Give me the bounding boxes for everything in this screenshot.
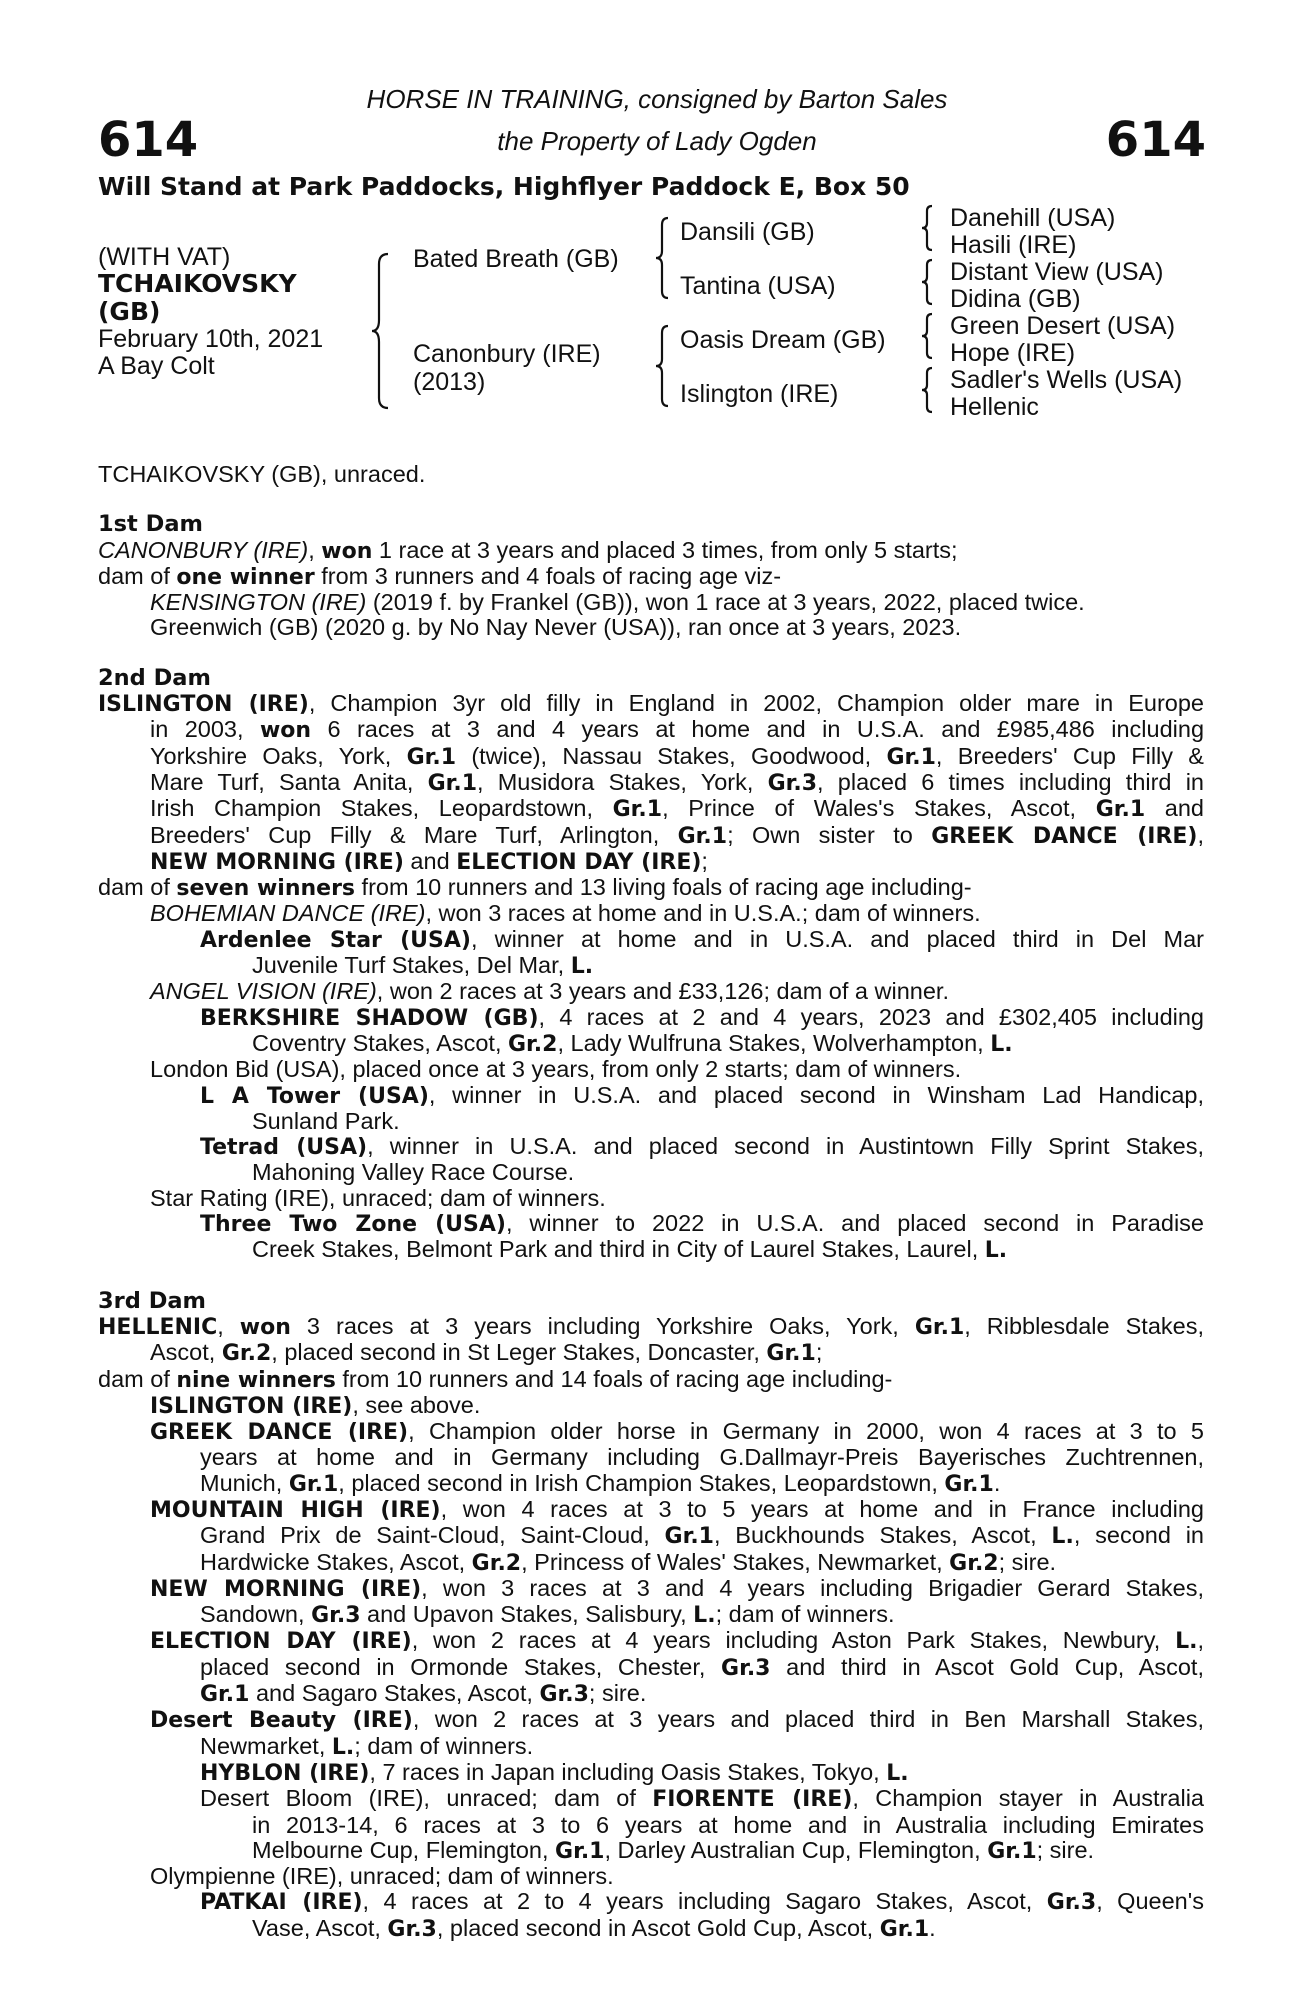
- text-run: Tetrad (USA): [200, 1135, 368, 1161]
- text-run: ; sire.: [588, 1680, 647, 1707]
- text-run: Gr.3: [387, 1916, 437, 1942]
- text-run: (twice), Nassau Stakes, Goodwood,: [456, 742, 887, 769]
- sire: Bated Breath (GB): [413, 245, 619, 273]
- record-line: [98, 1109, 1204, 1134]
- text-run: , placed second in Ascot Gold Cup, Ascot,: [436, 1914, 880, 1941]
- text-run: Yorkshire Oaks, York,: [150, 742, 407, 769]
- text-run: , won 2 races at 3 years and placed third in Ben Marshall Stakes,: [412, 1706, 1204, 1733]
- text-run: NEW MORNING (IRE): [150, 849, 404, 875]
- dam: Canonbury (IRE): [413, 340, 601, 368]
- section-heading: 3rd Dam: [98, 1287, 206, 1314]
- ggp-2: Hasili (IRE): [950, 231, 1077, 259]
- record-line: [98, 1655, 1204, 1681]
- text-run: , Princess of Wales' Stakes, Newmarket,: [521, 1548, 950, 1575]
- record-line: [98, 849, 1204, 875]
- text-run: from 10 runners and 14 foals of racing age including-: [335, 1365, 893, 1392]
- record-line: [98, 901, 1204, 926]
- text-run: Ardenlee Star (USA): [200, 927, 471, 953]
- text-run: ISLINGTON (IRE): [150, 1393, 353, 1419]
- text-run: Star Rating (IRE), unraced; dam of winners.: [150, 1184, 606, 1211]
- horse-description: A Bay Colt: [98, 352, 215, 380]
- record-line: [98, 1211, 1204, 1237]
- text-run: , see above.: [352, 1391, 481, 1418]
- text-run: , second in: [1073, 1522, 1204, 1549]
- record-line: [98, 1083, 1204, 1109]
- text-run: Newmarket,: [200, 1732, 332, 1759]
- text-run: L.: [1175, 1629, 1198, 1655]
- text-run: Gr.1: [1095, 797, 1146, 823]
- record-line: [98, 564, 1204, 590]
- pedigree-brace: [922, 368, 936, 412]
- ggp-7: Sadler's Wells (USA): [950, 366, 1183, 394]
- text-run: , winner in U.S.A. and placed second in Winsham Lad Handicap,: [428, 1081, 1205, 1108]
- record-line: [98, 1057, 1204, 1082]
- record-line: [98, 1916, 1204, 1942]
- section-heading: 2nd Dam: [98, 664, 211, 691]
- text-run: , won 4 races at 3 to 5 years at home and in France including: [440, 1495, 1204, 1522]
- record-line: [98, 770, 1204, 796]
- text-run: placed second in Ormonde Stakes, Chester,: [200, 1653, 722, 1680]
- text-run: one winner: [176, 564, 315, 590]
- text-run: L.: [570, 954, 594, 980]
- text-run: Gr.1: [406, 744, 457, 770]
- text-run: Juvenile Turf Stakes, Del Mar,: [252, 952, 571, 979]
- pedigree-brace: [922, 206, 936, 250]
- text-run: KENSINGTON (IRE): [150, 589, 367, 616]
- text-run: (2019 f. by Frankel (GB)), won 1 race at 3 years, 2022, placed twice.: [366, 589, 1085, 616]
- text-run: , won 2 races at 4 years including Aston Park Stakes, Newbury,: [411, 1627, 1176, 1654]
- record-line: [98, 1734, 1204, 1760]
- text-run: Olympienne (IRE), unraced; dam of winners.: [150, 1863, 614, 1890]
- record-line: [98, 1550, 1204, 1576]
- pedigree-brace: [922, 314, 936, 358]
- horse-name-country: (GB): [98, 297, 161, 326]
- text-run: Coventry Stakes, Ascot,: [252, 1029, 508, 1056]
- text-run: Gr.1: [612, 797, 663, 823]
- record-line: [98, 691, 1204, 717]
- text-run: and: [1145, 795, 1204, 822]
- pedigree-brace: [656, 218, 672, 298]
- text-run: Vase, Ascot,: [252, 1914, 388, 1941]
- text-run: ELECTION DAY (IRE): [456, 849, 702, 875]
- text-run: 3 races at 3 years including Yorkshire Oaks, York,: [290, 1312, 915, 1339]
- record-line: [98, 1419, 1204, 1445]
- record-line: [98, 875, 1204, 901]
- record-line: [98, 1576, 1204, 1602]
- text-run: ,: [308, 536, 322, 563]
- record-line: [98, 1864, 1204, 1889]
- text-run: from 3 runners and 4 foals of racing age viz-: [314, 562, 782, 589]
- text-run: , won 3 races at 3 and 4 years including Brigadier Gerard Stakes,: [421, 1574, 1204, 1601]
- pedigree-brace: [656, 326, 672, 406]
- text-run: L.: [886, 1760, 909, 1786]
- text-run: won: [321, 538, 373, 564]
- record-line: [98, 1367, 1204, 1393]
- text-run: ; Own sister to: [727, 821, 932, 848]
- text-run: Gr.2: [221, 1341, 272, 1367]
- text-run: Hardwicke Stakes, Ascot,: [200, 1548, 472, 1575]
- text-run: ,: [1197, 821, 1205, 848]
- text-run: ANGEL VISION (IRE): [150, 978, 377, 1005]
- text-run: , Prince of Wales's Stakes, Ascot,: [662, 795, 1096, 822]
- text-run: ,: [217, 1312, 240, 1339]
- text-run: BOHEMIAN DANCE (IRE): [150, 900, 426, 927]
- text-run: , 4 races at 2 to 4 years including Sagaro Stakes, Ascot,: [362, 1888, 1047, 1915]
- stand-location: Will Stand at Park Paddocks, Highflyer Paddock E, Box 50: [98, 172, 910, 201]
- text-run: Gr.3: [311, 1603, 361, 1629]
- text-run: L.: [1051, 1524, 1074, 1550]
- text-run: from 10 runners and 13 living foals of racing age including-: [355, 874, 972, 901]
- dam-dam: Islington (IRE): [680, 380, 839, 408]
- text-run: in 2013-14, 6 races at 3 to 6 years at home and in Australia including Emirates: [252, 1811, 1204, 1838]
- text-run: , Lady Wulfruna Stakes, Wolverhampton,: [557, 1029, 991, 1056]
- text-run: Munich,: [200, 1469, 289, 1496]
- catalogue-body: [98, 462, 1204, 1942]
- record-line: [98, 744, 1204, 770]
- text-run: Irish Champion Stakes, Leopardstown,: [150, 795, 613, 822]
- dam-sire: Oasis Dream (GB): [680, 326, 886, 354]
- text-run: Gr.1: [427, 770, 477, 796]
- vat-note: (WITH VAT): [98, 243, 231, 271]
- text-run: , winner at home and in U.S.A. and placed third in Del Mar: [470, 925, 1204, 952]
- text-run: Gr.3: [767, 770, 818, 796]
- record-line: [98, 1393, 1204, 1419]
- record-line: [98, 1681, 1204, 1707]
- text-run: , Champion older horse in Germany in 2000, won 4 races at 3 to 5: [408, 1418, 1204, 1445]
- text-run: PATKAI (IRE): [200, 1890, 363, 1916]
- text-run: , Queen's: [1096, 1888, 1204, 1915]
- text-run: ,: [1197, 1627, 1204, 1654]
- record-line: [98, 1340, 1204, 1366]
- record-line: [98, 1628, 1204, 1654]
- text-run: in 2003,: [150, 716, 260, 743]
- dam-year: (2013): [413, 368, 486, 396]
- text-run: dam of: [98, 1365, 177, 1392]
- text-run: , won 2 races at 3 years and £33,126; dam of a winner.: [376, 978, 949, 1005]
- text-run: Gr.3: [539, 1682, 589, 1708]
- record-line: [98, 1186, 1204, 1211]
- text-run: ; sire.: [998, 1548, 1057, 1575]
- text-run: ;: [815, 1339, 823, 1366]
- property-line: the Property of Lady Ogden: [497, 126, 817, 156]
- text-run: Gr.1: [664, 1524, 714, 1550]
- text-run: L.: [984, 1238, 1008, 1264]
- text-run: London Bid (USA), placed once at 3 years, from only 2 starts; dam of winners.: [150, 1056, 962, 1083]
- text-run: ISLINGTON (IRE): [98, 692, 309, 718]
- foaling-date: February 10th, 2021: [98, 325, 324, 353]
- text-run: BERKSHIRE SHADOW (GB): [200, 1005, 539, 1031]
- pedigree-brace: [922, 260, 936, 304]
- text-run: and: [403, 847, 457, 874]
- text-run: Sandown,: [200, 1601, 312, 1628]
- record-line: [98, 1134, 1204, 1160]
- text-run: Grand Prix de Saint-Cloud, Saint-Cloud,: [200, 1522, 665, 1549]
- text-run: and Upavon Stakes, Salisbury,: [360, 1601, 694, 1628]
- text-run: , Darley Australian Cup, Flemington,: [604, 1836, 988, 1863]
- text-run: , 4 races at 2 and 4 years, 2023 and £302,405 including: [538, 1003, 1204, 1030]
- text-run: , Champion stayer in Australia: [852, 1785, 1204, 1812]
- text-run: CANONBURY (IRE): [98, 536, 309, 563]
- text-run: Gr.1: [200, 1682, 250, 1708]
- record-line: [98, 1786, 1204, 1812]
- record-line: [98, 823, 1204, 849]
- section-heading: 1st Dam: [98, 511, 203, 538]
- text-run: ; dam of winners.: [715, 1601, 895, 1628]
- ggp-4: Didina (GB): [950, 285, 1081, 313]
- text-run: ; dam of winners.: [354, 1732, 534, 1759]
- record-line: [98, 1707, 1204, 1733]
- text-run: , Ribblesdale Stakes,: [964, 1312, 1204, 1339]
- text-run: , winner in U.S.A. and placed second in Austintown Filly Sprint Stakes,: [367, 1133, 1204, 1160]
- text-run: Gr.3: [1046, 1890, 1097, 1916]
- text-run: GREEK DANCE (IRE): [150, 1420, 409, 1446]
- record-line: [98, 1602, 1204, 1628]
- text-run: Gr.2: [471, 1550, 522, 1576]
- text-run: and third in Ascot Gold Cup, Ascot,: [770, 1653, 1204, 1680]
- text-run: won: [239, 1314, 291, 1340]
- record-line: [98, 1889, 1204, 1915]
- text-run: Greenwich (GB) (2020 g. by No Nay Never (USA)), ran once at 3 years, 2023.: [150, 614, 962, 641]
- consignment-line: HORSE IN TRAINING, consigned by Barton Sales: [366, 84, 948, 114]
- text-run: Gr.1: [288, 1471, 339, 1497]
- text-run: 1 race at 3 years and placed 3 times, from only 5 starts;: [372, 536, 958, 563]
- text-run: Desert Beauty (IRE): [150, 1708, 413, 1734]
- text-run: , placed 6 times including third in: [817, 768, 1204, 795]
- text-run: , placed second in St Leger Stakes, Doncaster,: [271, 1339, 767, 1366]
- text-run: , 7 races in Japan including Oasis Stakes, Tokyo,: [369, 1758, 887, 1785]
- ggp-3: Distant View (USA): [950, 258, 1164, 286]
- lot-number-left: 614: [98, 112, 199, 168]
- text-run: Gr.2: [949, 1550, 999, 1576]
- record-line: [98, 1237, 1204, 1263]
- horse-name: TCHAIKOVSKY: [98, 269, 297, 298]
- record-line: [98, 1497, 1204, 1523]
- sire-sire: Dansili (GB): [680, 218, 815, 246]
- text-run: , Buckhounds Stakes, Ascot,: [713, 1522, 1052, 1549]
- text-run: Three Two Zone (USA): [200, 1212, 506, 1238]
- text-run: HELLENIC: [98, 1314, 218, 1340]
- text-run: .: [929, 1914, 936, 1941]
- text-run: Gr.1: [886, 744, 936, 770]
- record-line: [98, 927, 1204, 953]
- text-run: nine winners: [176, 1367, 336, 1393]
- ggp-1: Danehill (USA): [950, 204, 1116, 232]
- text-run: won: [259, 718, 312, 744]
- record-line: [98, 1471, 1204, 1497]
- record-line: [98, 538, 1204, 564]
- text-run: Gr.3: [721, 1655, 771, 1681]
- text-run: L A Tower (USA): [200, 1083, 429, 1109]
- text-run: FIORENTE (IRE): [652, 1787, 853, 1813]
- record-line: [98, 796, 1204, 822]
- ggp-6: Hope (IRE): [950, 339, 1076, 367]
- text-run: dam of: [98, 874, 177, 901]
- record-line: [98, 1160, 1204, 1185]
- text-run: ELECTION DAY (IRE): [150, 1629, 412, 1655]
- horse-summary: TCHAIKOVSKY (GB), unraced.: [98, 461, 426, 487]
- text-run: Gr.1: [944, 1471, 994, 1497]
- text-run: Creek Stakes, Belmont Park and third in City of Laurel Stakes, Laurel,: [252, 1236, 985, 1263]
- text-run: Gr.1: [766, 1341, 816, 1367]
- record-line: [98, 1760, 1204, 1786]
- text-run: , Breeders' Cup Filly &: [935, 742, 1204, 769]
- dam-sections: [98, 512, 1204, 1942]
- text-run: , winner to 2022 in U.S.A. and placed second in Paradise: [505, 1210, 1204, 1237]
- text-run: Gr.1: [677, 823, 728, 849]
- text-run: Mahoning Valley Race Course.: [252, 1159, 575, 1186]
- text-run: dam of: [98, 562, 177, 589]
- text-run: L.: [693, 1603, 716, 1629]
- text-run: , Champion 3yr old filly in England in 2002, Champion older mare in Europe: [308, 690, 1204, 717]
- ggp-5: Green Desert (USA): [950, 312, 1176, 340]
- record-line: [98, 953, 1204, 979]
- text-run: Gr.1: [987, 1838, 1037, 1864]
- record-line: [98, 1523, 1204, 1549]
- text-run: ; sire.: [1036, 1836, 1095, 1863]
- text-run: 6 races at 3 and 4 years at home and in U.S.A. and £985,486 including: [311, 716, 1205, 743]
- lot-number-right: 614: [1105, 112, 1206, 168]
- text-run: L.: [331, 1734, 355, 1760]
- text-run: .: [993, 1469, 1001, 1496]
- text-run: Breeders' Cup Filly & Mare Turf, Arlington,: [150, 821, 678, 848]
- record-line: [98, 615, 1204, 640]
- text-run: Ascot,: [150, 1339, 222, 1366]
- sire-dam: Tantina (USA): [680, 272, 836, 300]
- text-run: NEW MORNING (IRE): [150, 1576, 422, 1602]
- record-line: [98, 1314, 1204, 1340]
- pedigree-brace: [372, 254, 392, 408]
- record-line: [98, 590, 1204, 615]
- text-run: Gr.1: [555, 1838, 605, 1864]
- text-run: L.: [990, 1031, 1013, 1057]
- text-run: GREEK DANCE (IRE): [931, 823, 1198, 849]
- text-run: Mare Turf, Santa Anita,: [150, 768, 428, 795]
- text-run: Sunland Park.: [252, 1107, 400, 1134]
- text-run: ;: [701, 847, 708, 874]
- record-line: [98, 1031, 1204, 1057]
- record-line: [98, 1445, 1204, 1470]
- record-line: [98, 1005, 1204, 1031]
- text-run: years at home and in Germany including G.Dallmayr-Preis Bayerisches Zuchtrennen,: [200, 1444, 1204, 1471]
- text-run: Melbourne Cup, Flemington,: [252, 1836, 556, 1863]
- text-run: MOUNTAIN HIGH (IRE): [150, 1497, 441, 1523]
- text-run: Gr.1: [914, 1314, 965, 1340]
- text-run: HYBLON (IRE): [200, 1760, 370, 1786]
- record-line: [98, 979, 1204, 1004]
- text-run: and Sagaro Stakes, Ascot,: [249, 1680, 540, 1707]
- text-run: seven winners: [176, 876, 356, 902]
- text-run: Gr.1: [879, 1916, 930, 1942]
- text-run: , won 3 races at home and in U.S.A.; dam of winners.: [425, 900, 981, 927]
- text-run: , Musidora Stakes, York,: [477, 768, 768, 795]
- text-run: Gr.2: [508, 1031, 558, 1057]
- record-line: [98, 1813, 1204, 1838]
- record-line: [98, 717, 1204, 743]
- ggp-8: Hellenic: [950, 393, 1039, 421]
- record-line: [98, 1838, 1204, 1864]
- text-run: , placed second in Irish Champion Stakes, Leopardstown,: [338, 1469, 945, 1496]
- text-run: Desert Bloom (IRE), unraced; dam of: [200, 1785, 653, 1812]
